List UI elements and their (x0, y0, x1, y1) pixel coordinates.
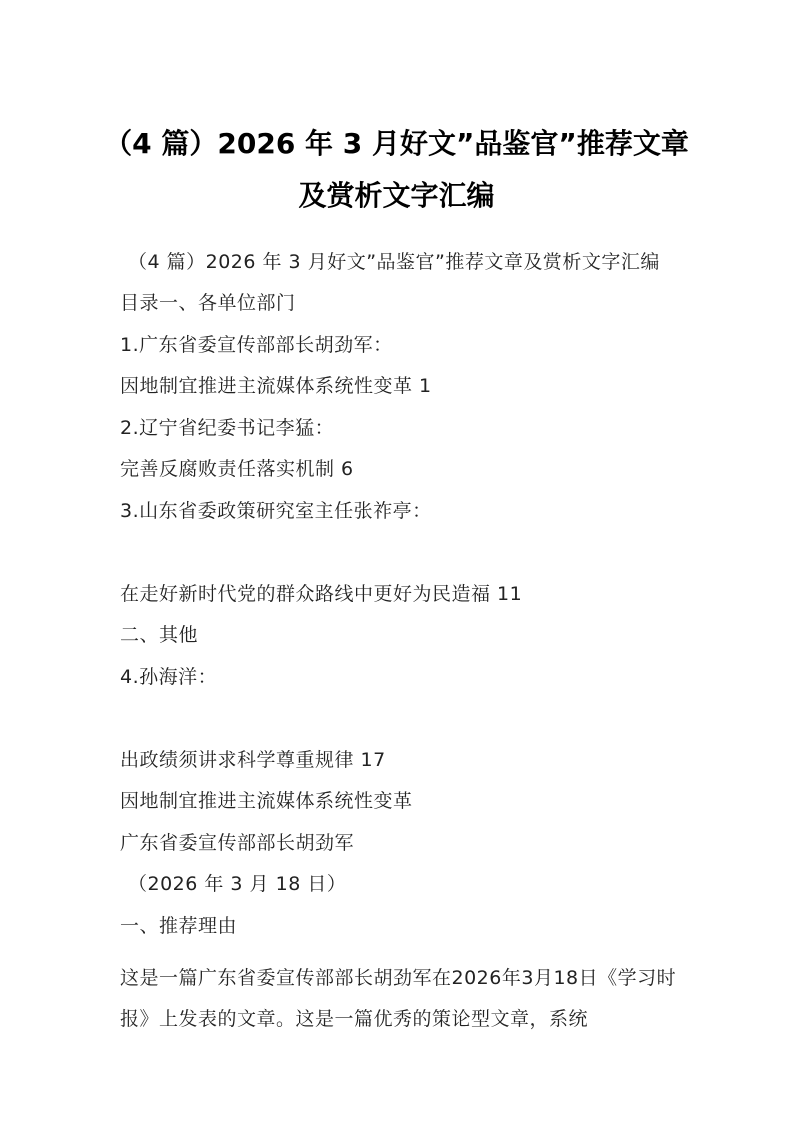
toc-item: 2.辽宁省纪委书记李猛： (120, 417, 335, 439)
toc-heading: 目录一、各单位部门 (120, 292, 296, 314)
toc-item: 因地制宜推进主流媒体系统性变革 1 (120, 375, 432, 397)
section-heading: 一、推荐理由 (120, 915, 238, 937)
toc-item: 3.山东省委政策研究室主任张祚亭： (120, 500, 432, 522)
toc-item: 4.孙海洋： (120, 666, 218, 688)
toc-item: 完善反腐败责任落实机制 6 (120, 458, 354, 480)
section-date: （2026 年 3 月 18 日） (128, 873, 347, 895)
section-author: 广东省委宣传部部长胡劲军 (120, 832, 355, 854)
intro-line: （4 篇）2026 年 3 月好文”品鉴官”推荐文章及赏析文字汇编 (128, 251, 660, 273)
section-title: 因地制宜推进主流媒体系统性变革 (120, 790, 413, 812)
document-title: （4 篇）2026 年 3 月好文”品鉴官”推荐文章及赏析文字汇编 (104, 127, 689, 212)
toc-item: 1.广东省委宣传部部长胡劲军： (120, 334, 393, 356)
body-paragraph: 这是一篇广东省委宣传部部长胡劲军在2026年3月18日《学习时报》上发表的文章。这是一篇优秀的策论型文章，系统 (120, 967, 677, 1030)
toc-heading: 二、其他 (120, 624, 199, 646)
toc-item: 出政绩须讲求科学尊重规律 17 (120, 749, 386, 771)
toc-item: 在走好新时代党的群众路线中更好为民造福 11 (120, 583, 523, 605)
